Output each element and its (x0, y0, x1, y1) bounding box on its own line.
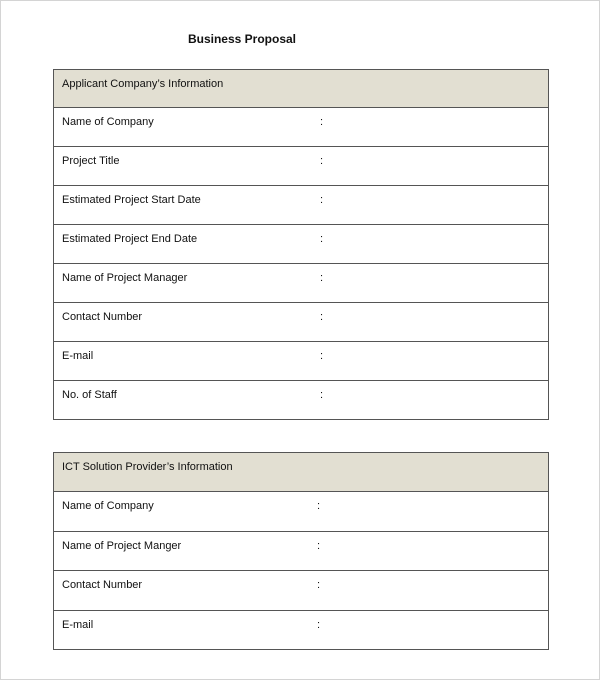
form-row (54, 303, 549, 342)
field-label: Project Title (62, 155, 120, 167)
field-cell-project-manager[interactable] (54, 531, 549, 571)
field-separator: : (320, 350, 324, 362)
field-label: Contact Number (62, 579, 143, 591)
form-row (54, 186, 549, 225)
field-separator: : (320, 116, 324, 128)
provider-section-header: ICT Solution Provider’s Information (54, 453, 549, 492)
field-separator: : (317, 618, 321, 631)
field-separator: : (320, 155, 324, 167)
form-row (54, 492, 549, 532)
provider-info-table (53, 452, 549, 650)
document-title: Business Proposal (187, 32, 297, 46)
field-label: Name of Project Manger (62, 539, 182, 552)
field-cell-company-name[interactable] (54, 108, 549, 147)
form-row (54, 147, 549, 186)
field-cell-staff-count[interactable] (54, 381, 549, 420)
field-separator: : (320, 389, 324, 401)
field-cell-project-title[interactable] (54, 147, 549, 186)
field-cell-contact-number[interactable] (54, 571, 549, 611)
form-row (54, 264, 549, 303)
field-label: E-mail (62, 350, 94, 362)
field-label: Estimated Project End Date (62, 233, 198, 245)
form-row (54, 531, 549, 571)
field-label: Name of Project Manager (62, 272, 188, 284)
field-separator: : (317, 579, 321, 591)
field-label: Name of Company (62, 500, 154, 512)
section-header-row (54, 453, 549, 492)
field-label: No. of Staff (62, 389, 117, 401)
form-row (54, 381, 549, 420)
field-cell-start-date[interactable] (54, 186, 549, 225)
field-label: Estimated Project Start Date (62, 194, 201, 206)
field-separator: : (320, 194, 324, 206)
field-cell-company-name[interactable] (54, 492, 549, 532)
form-row (54, 571, 549, 611)
field-separator: : (320, 233, 324, 245)
field-separator: : (320, 311, 324, 323)
form-row (54, 225, 549, 264)
field-label: Contact Number (62, 311, 143, 323)
field-cell-email[interactable] (54, 342, 549, 381)
field-cell-end-date[interactable] (54, 225, 549, 264)
applicant-section-header: Applicant Company’s Information (54, 70, 549, 108)
form-row (54, 342, 549, 381)
field-label: E-mail (62, 618, 94, 631)
field-cell-contact-number[interactable] (54, 303, 549, 342)
field-cell-project-manager[interactable] (54, 264, 549, 303)
applicant-info-table (53, 69, 549, 420)
field-cell-email[interactable] (54, 610, 549, 650)
field-label: Name of Company (62, 116, 154, 128)
form-row (54, 610, 549, 650)
field-separator: : (320, 272, 324, 284)
section-header-row (54, 70, 549, 108)
form-row (54, 108, 549, 147)
field-separator: : (317, 539, 321, 552)
field-separator: : (317, 500, 321, 512)
